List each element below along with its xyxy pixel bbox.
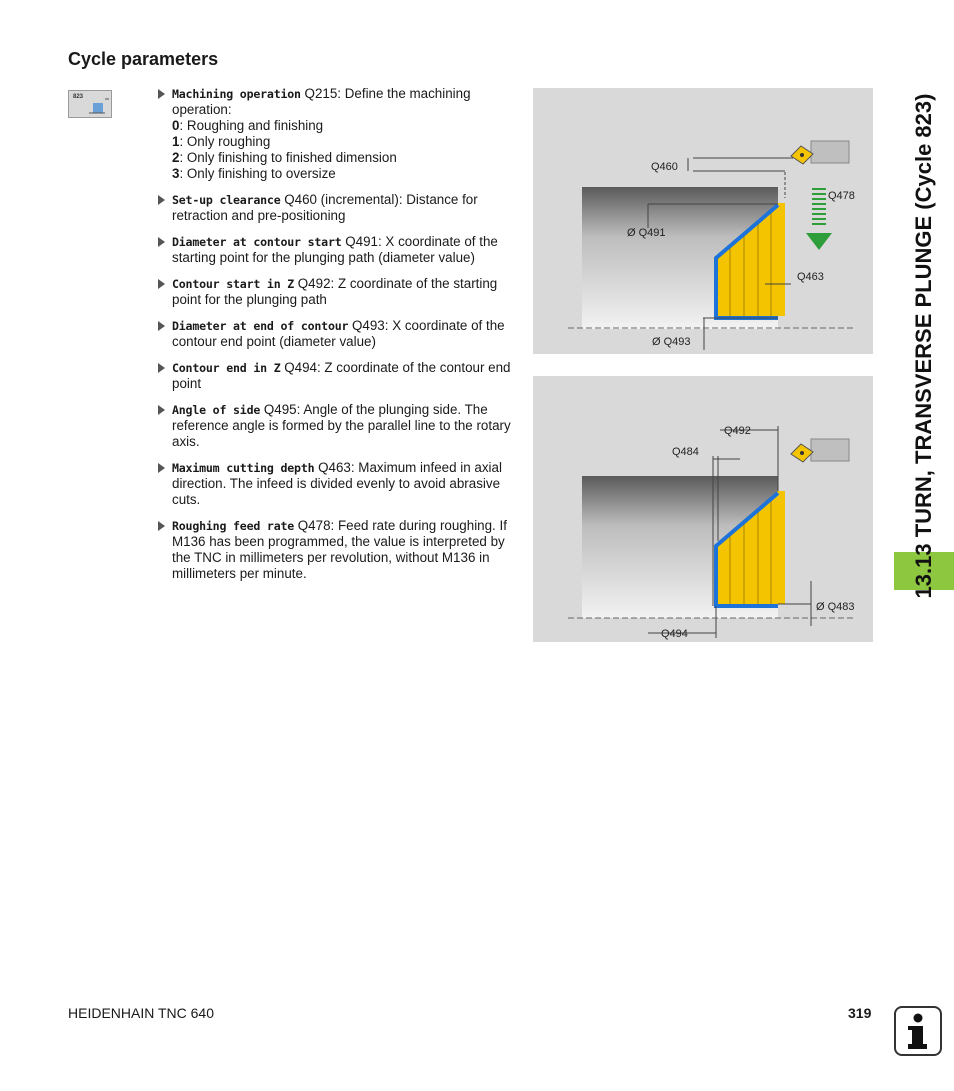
label-q483: Ø Q483 [816,601,855,613]
parameter-description: Q215: Define the machining operation: [172,86,471,117]
parameter-name: Set-up clearance [172,193,281,207]
parameter-description: Q495: Angle of the plunging side. The reference angle is formed by the parallel line to the rotary axis. [172,402,511,449]
label-q478: Q478 [828,190,855,202]
option-line [172,118,513,134]
section-heading: Cycle parameters [68,49,219,69]
approach-diagram [533,88,873,354]
option-text: : Only finishing to oversize [179,166,336,181]
parameter-name: Diameter at end of contour [172,319,349,333]
parameter-name: Contour start in Z [172,277,295,291]
option-line [172,134,513,150]
parameter-item [158,460,513,508]
option-text: : Only roughing [179,134,271,149]
option-number: 1 [172,134,180,149]
label-q493: Ø Q493 [652,336,691,348]
parameter-name: Machining operation [172,87,301,101]
label-q492: Q492 [724,425,751,437]
contour-diagram [533,376,873,642]
label-q463: Q463 [797,271,824,283]
parameter-item [158,402,513,450]
parameter-name: Diameter at contour start [172,235,342,249]
option-line [172,166,513,182]
label-q484: Q484 [672,446,699,458]
parameter-name: Contour end in Z [172,361,281,375]
parameter-item [158,276,513,308]
parameter-description: Q493: X coordinate of the contour end point (diameter value) [172,318,505,349]
parameter-description: Q494: Z coordinate of the contour end point [172,360,511,391]
parameter-description: Q492: Z coordinate of the starting point for the plunging path [172,276,498,307]
page-number: 319 [848,1005,872,1021]
option-line [172,150,513,166]
triangle-right-icon [158,463,165,473]
parameter-item [158,192,513,224]
tool-holder [811,141,849,163]
figure-approach [533,88,873,354]
parameter-description: Q463: Maximum infeed in axial direction. The infeed is divided evenly to avoid abrasive cuts. [172,460,502,507]
parameter-list [158,86,513,592]
option-text: : Roughing and finishing [179,118,324,133]
parameter-description: Q491: X coordinate of the starting point for the plunging path (diameter value) [172,234,498,265]
footer-product: HEIDENHAIN TNC 640 [68,1005,215,1021]
parameter-item [158,86,513,182]
cycle-softkey-thumbnail [68,90,112,118]
triangle-right-icon [158,363,165,373]
info-icon [894,1006,942,1056]
parameter-name: Roughing feed rate [172,519,295,533]
parameter-item [158,318,513,350]
parameter-description: Q460 (incremental): Distance for retraction and pre-positioning [172,192,478,223]
label-q460: Q460 [651,161,678,173]
figure-contour [533,376,873,642]
triangle-right-icon [158,237,165,247]
info-glyph [896,1008,940,1054]
parameter-item [158,234,513,266]
option-number: 3 [172,166,180,181]
triangle-right-icon [158,89,165,99]
tool-holder [811,439,849,461]
triangle-right-icon [158,521,165,531]
parameter-name: Maximum cutting depth [172,461,315,475]
label-q491: Ø Q491 [627,227,666,239]
triangle-right-icon [158,405,165,415]
triangle-right-icon [158,195,165,205]
parameter-item [158,518,513,582]
label-q494: Q494 [661,628,688,640]
parameter-description: Q478: Feed rate during roughing. If M136 has been programmed, the value is interpreted by the TNC in millimeters per revolution, without M136 in millimeters per minute. [172,518,507,581]
parameter-name: Angle of side [172,403,261,417]
parameter-item [158,360,513,392]
chapter-title-text: 13.13 TURN, TRANSVERSE PLUNGE (Cycle 823) [911,93,936,599]
triangle-right-icon [158,321,165,331]
triangle-right-icon [158,279,165,289]
option-text: : Only finishing to finished dimension [179,150,397,165]
option-number: 2 [172,150,180,165]
cycle-number: 823 [73,94,84,100]
option-number: 0 [172,118,180,133]
